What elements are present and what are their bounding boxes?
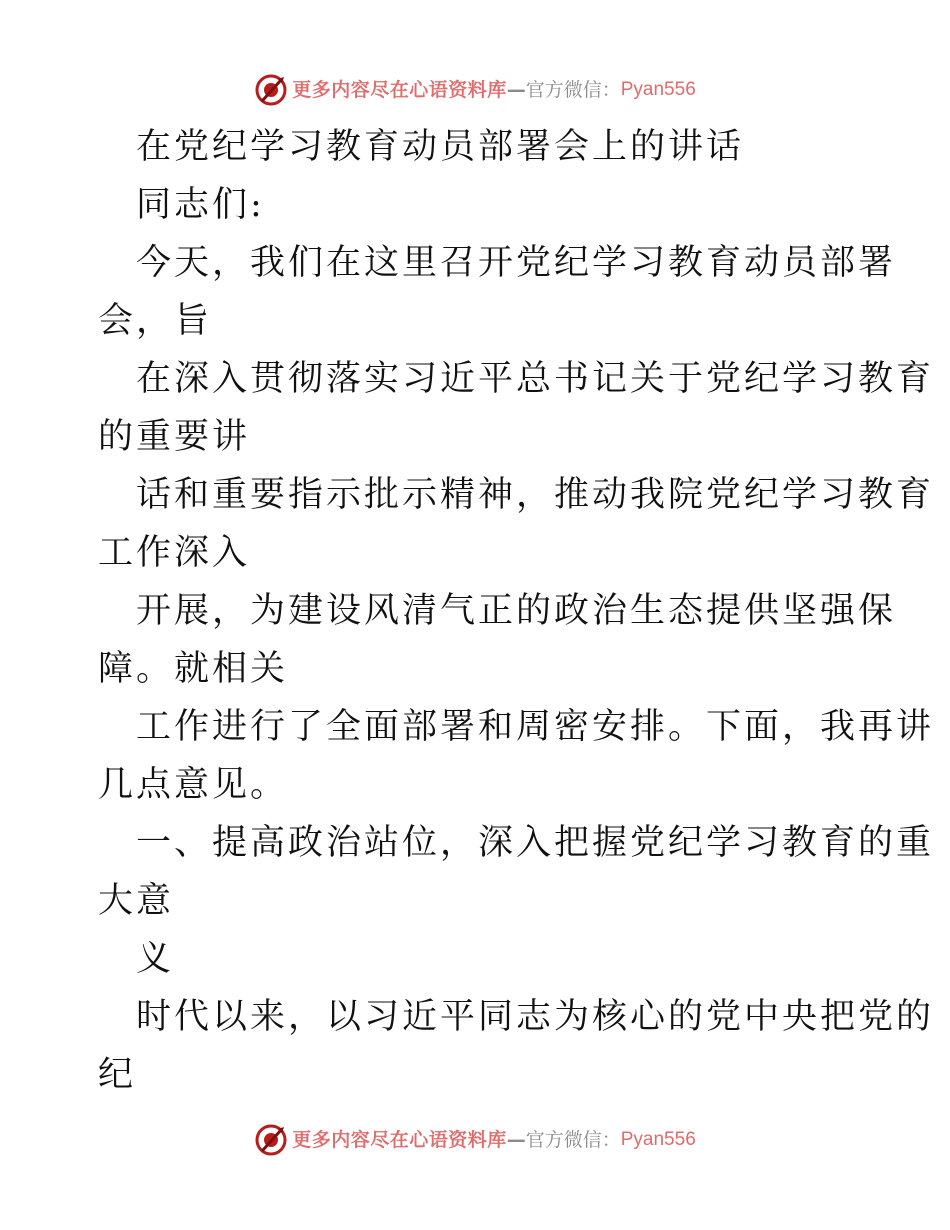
footer-text: 更多内容尽在心语资料库 — [292, 1129, 507, 1151]
footer-separator: — — [506, 1129, 526, 1151]
header-text: 更多内容尽在心语资料库 — [292, 79, 507, 101]
text-line: 在深入贯彻落实习近平总书记关于党纪学习教育 — [136, 359, 935, 399]
header-label: 官方微信： — [525, 79, 621, 101]
text-line: 会，旨 — [98, 301, 213, 341]
text-line: 的重要讲 — [98, 417, 251, 457]
header-wechat-id: Pyan556 — [620, 79, 696, 100]
footer-label: 官方微信： — [525, 1129, 621, 1151]
text-line: 障。就相关 — [98, 649, 289, 689]
logo-icon — [254, 73, 288, 107]
header-banner — [0, 70, 950, 110]
text-line: 同志们: — [136, 185, 265, 225]
text-line: 开展，为建设风清气正的政治生态提供坚强保 — [136, 591, 897, 631]
text-line: 一、提高政治站位，深入把握党纪学习教育的重 — [136, 823, 935, 863]
logo-icon — [254, 1123, 288, 1157]
text-line: 纪 — [98, 1055, 137, 1095]
text-line: 在党纪学习教育动员部署会上的讲话 — [136, 127, 745, 167]
text-line: 话和重要指示批示精神，推动我院党纪学习教育 — [136, 475, 935, 515]
text-line: 时代以来，以习近平同志为核心的党中央把党的 — [136, 997, 935, 1037]
text-line: 工作进行了全面部署和周密安排。下面，我再讲 — [136, 707, 935, 747]
text-line: 义 — [136, 939, 175, 979]
document-body — [98, 118, 935, 1104]
text-line: 大意 — [98, 881, 175, 921]
footer-banner — [0, 1120, 950, 1160]
text-line: 几点意见。 — [98, 765, 289, 805]
header-separator: — — [506, 79, 526, 101]
text-line: 今天，我们在这里召开党纪学习教育动员部署 — [136, 243, 897, 283]
text-line: 工作深入 — [98, 533, 251, 573]
footer-wechat-id: Pyan556 — [620, 1129, 696, 1150]
